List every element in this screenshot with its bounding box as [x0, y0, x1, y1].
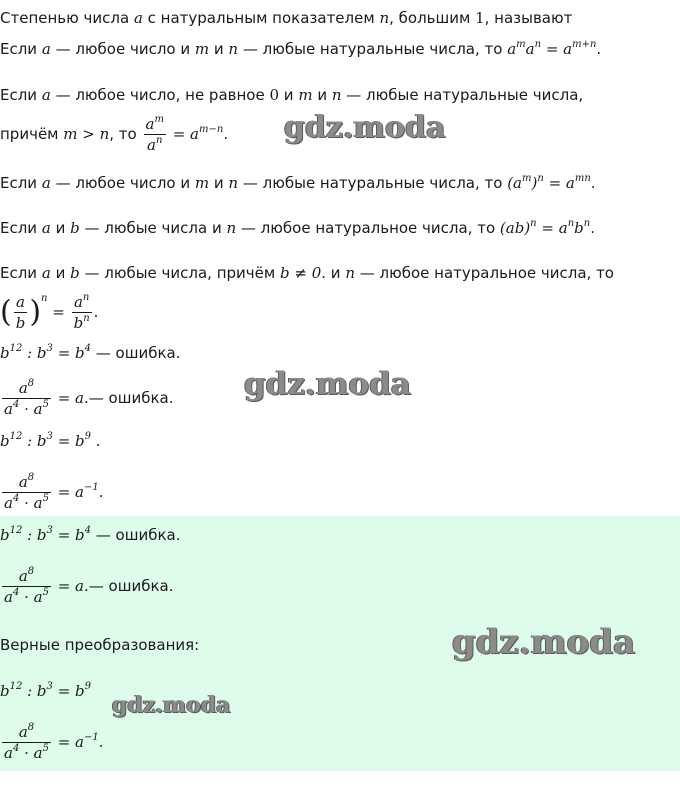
rule-quotient-line1: Если a — любое число, не равное 0 и m и n — любые натуральные числа, [0, 86, 584, 104]
watermark-logo: gdz.moda [284, 110, 446, 145]
task-line-3: $b^{12}$ : $b^3 = b^9$ . [0, 431, 101, 450]
rule-quotient-line2: причём m > n, то $\frac{a^m}{a^n}$ = $a^{m-n}$. [0, 114, 229, 154]
answer-line-1: $b^{12}$ : $b^3 = b^4$ — ошибка. [0, 525, 181, 544]
rule-product-line: Если a — любое число и m и n — любые натуральные числа, то $a^ma^n = a^{m+n}$. [0, 39, 602, 58]
task-line-1: $b^{12}$ : $b^3 = b^4$ — ошибка. [0, 343, 181, 362]
answer-line-3: $b^{12}$ : $b^3 = b^9$ [0, 681, 92, 700]
rule-product-power-line: Если a и b — любые числа и n — любое натуральное числа, то $(ab)^n = a^nb^n$. [0, 218, 595, 237]
rule-power-line: Если a — любое число и m и n — любые натуральные числа, то $(a^m)^n = a^{mn}$. [0, 173, 596, 192]
rule-fraction-power-line2: ( $\frac{a}{b}$ )$^n$ = $\frac{a^n}{b^n}$ . [0, 292, 99, 332]
quotient-fraction: $\frac{a^m}{a^n}$ [145, 114, 164, 154]
intro-line: Степенью числа a с натуральным показателем n, большим 1, называют [0, 9, 573, 27]
answer-heading: Верные преобразования: [0, 636, 200, 654]
rule-fraction-power-line1: Если a и b — любые числа, причём b ≠ 0. и n — любое натуральное числа, то [0, 264, 614, 282]
answer-line-4: $\frac{a^8}{a^4 \cdot a^5}$ = $a^{-1}$. [4, 722, 104, 762]
answer-line-2: $\frac{a^8}{a^4 \cdot a^5}$ = a.— ошибка. [4, 566, 174, 606]
task-line-2: $\frac{a^8}{a^4 \cdot a^5}$ = a.— ошибка. [4, 378, 174, 418]
watermark-logo: gdz.moda [112, 692, 231, 718]
task-line-4: $\frac{a^8}{a^4 \cdot a^5}$ = $a^{-1}$. [4, 472, 104, 512]
watermark-logo: gdz.moda [244, 366, 411, 402]
watermark-logo: gdz.moda [452, 622, 636, 662]
